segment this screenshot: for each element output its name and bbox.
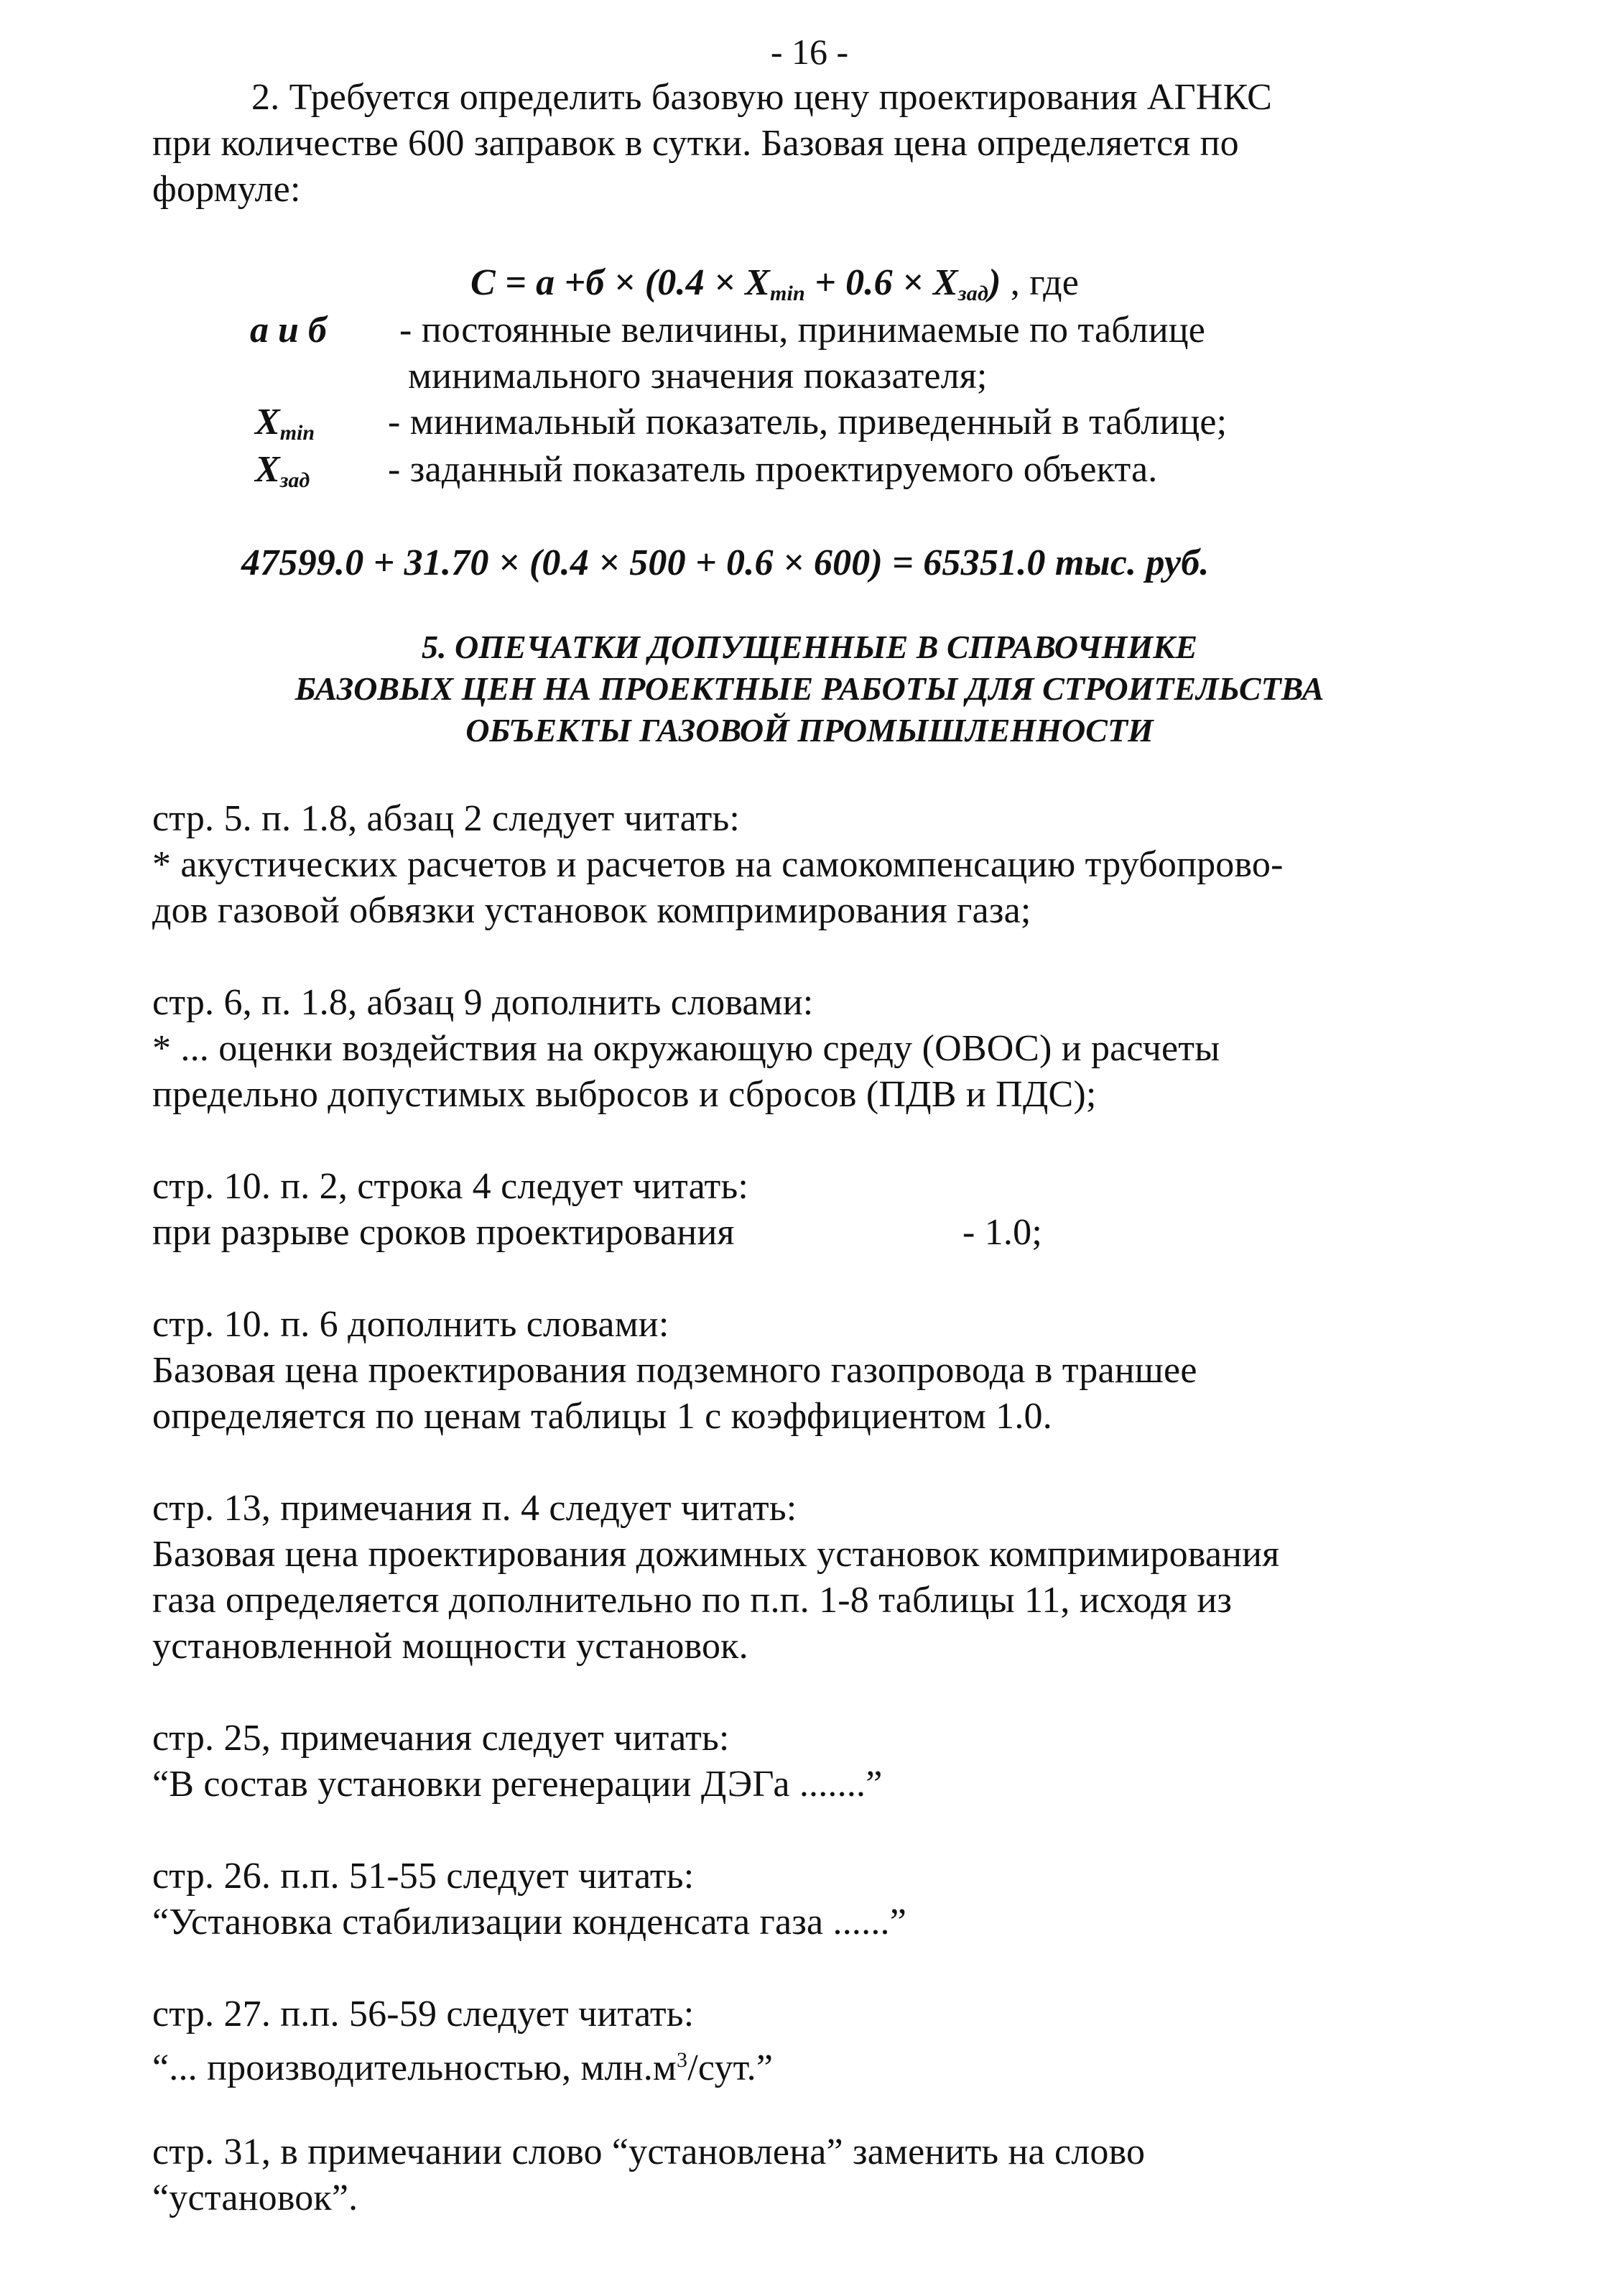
errata-5-body-1: Базовая цена проектирования дожимных установок компримирования [152,1534,1280,1575]
task-line-1: 2. Требуется определить базовую цену проектирования АГНКС [251,77,1273,118]
formula-plus-part: + 0.6 × X [804,262,958,303]
errata-5-body-2: газа определяется дополнительно по п.п. 1-8 таблицы 11, исходя из [152,1580,1233,1621]
errata-9-body-1: “установок”. [152,2177,358,2218]
task-line-3: формуле: [152,169,301,210]
task-line-2: при количестве 600 заправок в сутки. Базовая цена определяется по [152,123,1239,164]
errata-5-body-3: установленной мощности установок. [152,1626,748,1667]
errata-2-body-2: предельно допустимых выбросов и сбросов (ПДВ и ПДС); [152,1074,1097,1115]
def-symbol-a-b-text: a и б [250,310,327,351]
errata-8-body-pre: “... производительностью, млн.м [152,2047,677,2088]
errata-4-ref: стр. 10. п. 6 дополнить словами: [152,1304,669,1345]
formula-suffix: , где [1001,262,1080,303]
page-number: - 16 - [770,32,849,72]
def-symbol-a-b [250,307,327,353]
section-heading-line-1: 5. ОПЕЧАТКИ ДОПУЩЕННЫЕ В СПРАВОЧНИКЕ [421,629,1198,665]
errata-6-ref: стр. 25, примечания следует читать: [152,1718,730,1759]
def-xmin-text: - минимальный показатель, приведенный в таблице; [388,402,1228,443]
formula-zad-sub: зад [957,282,989,305]
calculation: 47599.0 + 31.70 × (0.4 × 500 + 0.6 × 600) = 65351.0 тыс. руб. [241,542,1210,583]
errata-1-ref: стр. 5. п. 1.8, абзац 2 следует читать: [152,798,741,839]
def-symbol-xzad [255,447,310,504]
errata-7-body-1: “Установка стабилизации конденсата газа ......” [152,1902,907,1943]
errata-2-body-1: * ... оценки воздействия на окружающую среду (ОВОС) и расчеты [152,1028,1220,1069]
errata-4-body-1: Базовая цена проектирования подземного газопровода в траншее [152,1350,1197,1391]
errata-8-body-post: /сут.” [687,2047,774,2088]
errata-1-body-2: дов газовой обвязки установок компримирования газа; [152,890,1031,931]
errata-1-body-1: * акустических расчетов и расчетов на самокомпенсацию трубопрово- [152,844,1284,885]
errata-2-ref: стр. 6, п. 1.8, абзац 9 дополнить словами: [152,982,814,1023]
def-symbol-xzad-sub: зад [279,468,310,492]
errata-4-body-2: определяется по ценам таблицы 1 с коэффициентом 1.0. [152,1396,1052,1437]
def-symbol-xmin-sub: min [279,421,315,445]
def-a-b-line-1: - постоянные величины, принимаемые по таблице [399,310,1206,351]
errata-6-body-1: “В состав установки регенерации ДЭГа .......” [152,1764,883,1805]
errata-8-ref: стр. 27. п.п. 56-59 следует читать: [152,1994,695,2035]
section-heading-line-2: БАЗОВЫХ ЦЕН НА ПРОЕКТНЫЕ РАБОТЫ ДЛЯ СТРОИТЕЛЬСТВА [294,670,1325,707]
section-heading-line-3: ОБЪЕКТЫ ГАЗОВОЙ ПРОМЫШЛЕННОСТИ [465,712,1154,749]
errata-7-ref: стр. 26. п.п. 51-55 следует читать: [152,1856,695,1897]
errata-3-body-left: при разрыве сроков проектирования [152,1212,735,1253]
def-symbol-xmin-base: X [255,402,280,443]
errata-3-body-right: - 1.0; [962,1212,1042,1253]
def-a-b-line-2: минимального значения показателя; [408,356,988,397]
formula-main: C = a +б × (0.4 × X [470,262,770,303]
formula-close: ) [988,262,1001,303]
errata-9-ref: стр. 31, в примечании слово “установлена” заменить на слово [152,2131,1146,2172]
errata-8-body-sup: 3 [677,2048,688,2072]
def-xzad-text: - заданный показатель проектируемого объекта. [388,449,1158,490]
errata-3-ref: стр. 10. п. 2, строка 4 следует читать: [152,1166,749,1207]
formula-min-sub: min [769,282,805,305]
def-symbol-xzad-base: X [255,449,280,490]
errata-5-ref: стр. 13, примечания п. 4 следует читать: [152,1488,797,1529]
errata-8-body [152,2037,773,2091]
